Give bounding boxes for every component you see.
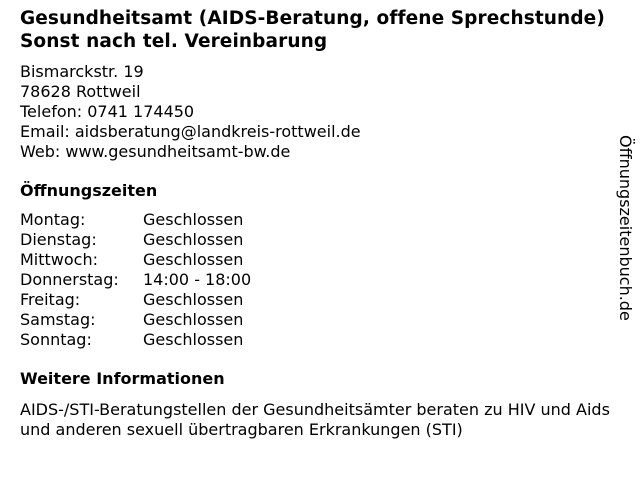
- time-value: Geschlossen: [143, 330, 244, 349]
- day-label: Freitag:: [20, 290, 81, 309]
- hours-row-friday: [20, 290, 620, 310]
- email-text: Email: aidsberatung@landkreis-rottweil.de: [20, 122, 361, 141]
- time-value: Geschlossen: [143, 230, 244, 249]
- hours-row-saturday: [20, 310, 620, 330]
- hours-table: [20, 210, 620, 350]
- contact-block: [20, 62, 620, 162]
- hours-row-monday: [20, 210, 620, 230]
- business-card: [20, 7, 620, 440]
- hours-row-sunday: [20, 330, 620, 350]
- day-label: Mittwoch:: [20, 250, 98, 269]
- side-brand-label: [612, 135, 638, 365]
- day-label: Sonntag:: [20, 330, 92, 349]
- page-title: Gesundheitsamt (AIDS-Beratung, offene Sprechstunde) Sonst nach tel. Vereinbarung: [20, 8, 605, 52]
- time-value: Geschlossen: [143, 290, 244, 309]
- address-street: Bismarckstr. 19: [20, 62, 144, 81]
- hours-row-wednesday: [20, 250, 620, 270]
- phone-text: Telefon: 0741 174450: [20, 102, 195, 121]
- web-text: Web: www.gesundheitsamt-bw.de: [20, 142, 291, 161]
- time-value: Geschlossen: [143, 210, 244, 229]
- day-label: Montag:: [20, 210, 86, 229]
- day-label: Dienstag:: [20, 230, 97, 249]
- address-city: 78628 Rottweil: [20, 82, 141, 101]
- hours-row-thursday: [20, 270, 620, 290]
- day-label: Samstag:: [20, 310, 96, 329]
- hours-heading: Öffnungszeiten: [20, 181, 158, 200]
- time-value: 14:00 - 18:00: [143, 270, 252, 289]
- day-label: Donnerstag:: [20, 270, 119, 289]
- info-description: AIDS-/STI-Beratungstellen der Gesundheitsämter beraten zu HIV und Aids und anderen sexuell übertragbaren Erkrankungen (STI): [20, 400, 610, 439]
- hours-row-tuesday: [20, 230, 620, 250]
- info-heading: Weitere Informationen: [20, 369, 225, 388]
- time-value: Geschlossen: [143, 250, 244, 269]
- time-value: Geschlossen: [143, 310, 244, 329]
- brand-text: Öffnungszeitenbuch.de: [616, 135, 635, 321]
